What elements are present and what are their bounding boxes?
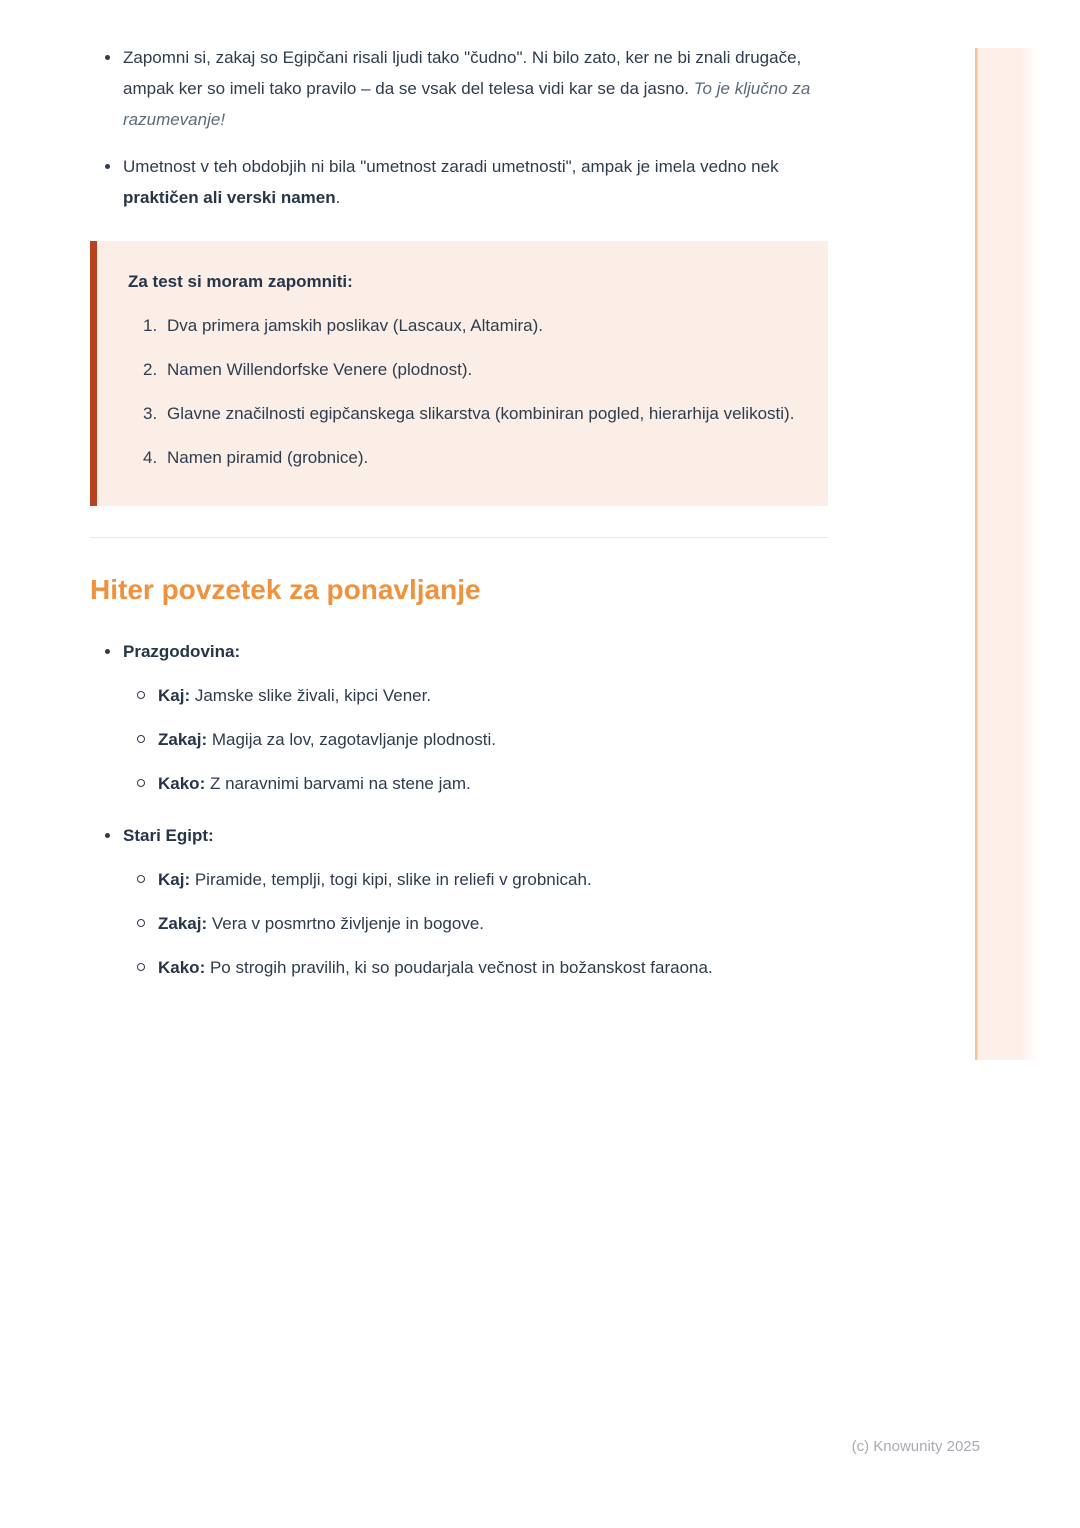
list-item-number: 2. — [143, 360, 158, 379]
item-text: Jamske slike živali, kipci Vener. — [190, 686, 432, 705]
list-item-text: Namen piramid (grobnice). — [167, 448, 369, 467]
section-heading: Hiter povzetek za ponavljanje — [90, 574, 481, 605]
bullet-text: Umetnost v teh obdobjih ni bila "umetnost zaradi umetnosti", ampak je imela vedno nek — [123, 157, 779, 176]
bullet-text: Zapomni si, zakaj so Egipčani risali ljudi tako "čudno". Ni bilo zato, ker ne bi znali drugače, ampak ker so imeli tako pravilo – da se vsak del telesa vidi kar se da jasno. — [123, 48, 802, 98]
item-label: Zakaj: — [158, 730, 208, 749]
summary-section — [90, 636, 828, 799]
numbered-list-item — [143, 442, 798, 473]
item-text: Po strogih pravilih, ki so poudarjala večnost in božanskost faraona. — [205, 958, 713, 977]
summary-section-title: Prazgodovina: — [123, 642, 241, 661]
bullet-bold-phrase: praktičen ali verski namen — [123, 188, 336, 207]
bullet-italic-note: To je ključno za razumevanje! — [123, 79, 811, 129]
item-label: Kako: — [158, 958, 206, 977]
list-item-number: 3. — [143, 404, 158, 423]
bullet-text-suffix: . — [335, 188, 341, 207]
list-item — [123, 864, 828, 895]
summary-sub-list — [123, 680, 828, 799]
item-label: Zakaj: — [158, 914, 208, 933]
document-body — [90, 42, 828, 1004]
section-divider — [90, 537, 828, 538]
copyright-notice: (c) Knowunity 2025 — [851, 1438, 980, 1455]
item-text: Piramide, templji, togi kipi, slike in reliefi v grobnicah. — [190, 870, 592, 889]
callout-title: Za test si moram zapomniti: — [128, 272, 353, 291]
list-item-number: 4. — [143, 448, 158, 467]
item-text: Magija za lov, zagotavljanje plodnosti. — [207, 730, 496, 749]
item-label: Kaj: — [158, 870, 191, 889]
item-text: Vera v posmrtno življenje in bogove. — [207, 914, 485, 933]
numbered-list-item — [143, 310, 798, 341]
item-label: Kaj: — [158, 686, 191, 705]
list-item-text: Dva primera jamskih poslikav (Lascaux, Altamira). — [167, 316, 544, 335]
list-item — [123, 724, 828, 755]
numbered-list-item — [143, 354, 798, 385]
item-label: Kako: — [158, 774, 206, 793]
list-item — [123, 952, 828, 983]
list-item-text: Glavne značilnosti egipčanskega slikarstva (kombiniran pogled, hierarhija velikosti). — [167, 404, 795, 423]
list-item — [90, 42, 828, 135]
summary-sub-list — [123, 864, 828, 983]
item-text: Z naravnimi barvami na stene jam. — [205, 774, 471, 793]
numbered-list-item — [143, 398, 798, 429]
list-item-number: 1. — [143, 316, 158, 335]
list-item — [123, 680, 828, 711]
intro-bullet-list — [90, 42, 828, 213]
summary-list — [90, 636, 828, 983]
summary-section — [90, 820, 828, 983]
list-item-text: Namen Willendorfske Venere (plodnost). — [167, 360, 473, 379]
summary-section-title: Stari Egipt: — [123, 826, 214, 845]
list-item — [123, 908, 828, 939]
callout-box — [90, 241, 828, 506]
page-margin-stripe — [975, 48, 1037, 1060]
list-item — [123, 768, 828, 799]
list-item — [90, 151, 828, 213]
